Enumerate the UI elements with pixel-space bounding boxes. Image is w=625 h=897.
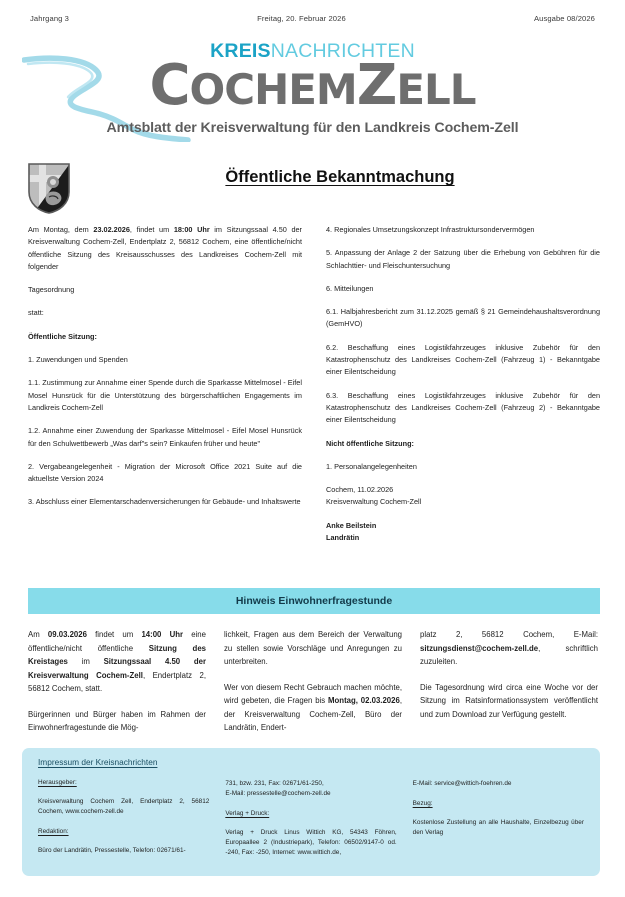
agenda-para-statt: statt: [28, 308, 44, 318]
impressum-verlag-email: E-Mail: service@wittich-foehren.de [412, 780, 512, 787]
notice-para-n3: lichkeit, Fragen aus dem Bereich der Verwaltung zu stellen sowie Vorschläge und Anregungen zu unterbreiten. [224, 630, 402, 666]
agenda-para-np-item-1: 1. Personalangelegenheiten [326, 461, 417, 471]
agenda-column-right [326, 224, 600, 555]
impressum-columns [38, 779, 584, 869]
agenda-para-item-1-1: 1.1. Zustimmung zur Annahme einer Spende durch die Sparkasse Mittelmosel - Eifel Mosel Hunsrück für die Unterstützung des bürgerschaftlichen Engagements im Landkreis Cochem-Zell [28, 378, 302, 412]
masthead [0, 32, 625, 147]
agenda-para-agenda-word: Tagesordnung [28, 285, 75, 295]
kreis-text: KREIS [210, 40, 271, 62]
resident-question-time-notice [28, 588, 600, 735]
notice-para-n4: Wer von diesem Recht Gebrauch machen möchte, wird gebeten, die Fragen bis Montag, 02.03.2026, der Kreisverwaltung Cochem-Zell, Büro der Landrätin, Endert- [224, 682, 402, 732]
impressum-bezug-text: Kostenlose Zustellung an alle Haushalte, Einzelbezug über den Verlag [412, 819, 584, 836]
agenda-para-item-5: 5. Anpassung der Anlage 2 der Satzung über die Erhebung von Gebühren für die Schlachttier- und Fleischuntersuchung [326, 248, 600, 270]
wordmark-c: C [149, 53, 190, 118]
notice-para-n1: Am 09.03.2026 findet um 14:00 Uhr eine öffentliche/nicht öffentliche Sitzung des Kreistages im Sitzungssaal 4.50 der Kreisverwaltung Cochem-Zell, Endertplatz 2, 56812 Cochem, statt. [28, 630, 206, 693]
impressum-redaktion-text: Büro der Landrätin, Pressestelle, Telefon: 02671/61- [38, 847, 186, 854]
agenda-para-item-2: 2. Vergabeangelegenheit - Migration der Microsoft Office 2021 Suite auf die aktuellste Version 2024 [28, 461, 302, 484]
impressum-bezug-label: Bezug: [412, 800, 433, 807]
agenda-columns [28, 224, 600, 555]
impressum-redaktion-label: Redaktion: [38, 828, 69, 835]
impressum-column-3 [413, 779, 584, 869]
agenda-para-item-6: 6. Mitteilungen [326, 283, 374, 293]
impressum-box [22, 748, 600, 876]
masthead-subtitle: Amtsblatt der Kreisverwaltung für den Landkreis Cochem-Zell [106, 120, 519, 136]
agenda-para-item-1: 1. Zuwendungen und Spenden [28, 355, 128, 365]
agenda-para-item-4: 4. Regionales Umsetzungskonzept Infrastruktursondervermögen [326, 225, 535, 234]
impressum-column-1 [38, 779, 209, 869]
notice-column-3 [420, 628, 598, 735]
wordmark-ell: ELL [396, 65, 476, 114]
notice-column-1 [28, 628, 206, 735]
agenda-para-item-6-1: 6.1. Halbjahresbericht zum 31.12.2025 gemäß § 21 Gemeindehaushaltsverordnung (GemHVO) [326, 307, 600, 329]
notice-para-n6: Die Tagesordnung wird circa eine Woche vor der Sitzung im Ratsinformationssystem veröffentlicht und zum Download zur Verfügung gestellt. [420, 682, 598, 719]
impressum-verlag-text: Verlag + Druck Linus Wittich KG, 54343 Föhren, Europaallee 2 (Industriepark), Telefon: 06502/9147-0 od. -240, Fax: -250, Internet: www.wittich.de, [225, 829, 397, 856]
agenda-para-public-session-heading: Öffentliche Sitzung: [28, 331, 97, 341]
notice-column-2 [224, 628, 402, 735]
impressum-herausgeber-text: Kreisverwaltung Cochem Zell, Endertplatz 2, 56812 Cochem, www.cochem-zell.de [38, 798, 210, 815]
wordmark-z: Z [356, 53, 397, 118]
agenda-para-nonpublic-session-heading: Nicht öffentliche Sitzung: [326, 438, 414, 448]
page-meta-bar [30, 14, 595, 23]
impressum-herausgeber-label: Herausgeber: [38, 779, 77, 786]
agenda-para-item-1-2: 1.2. Annahme einer Zuwendung der Sparkasse Mittelmosel - Eifel Mosel Hunsrück für den Schulwettbewerb „Was darf"s sein? Einkaufen früher und heute" [28, 426, 302, 448]
notice-heading: Hinweis Einwohnerfragestunde [28, 588, 600, 614]
agenda-para-item-6-3: 6.3. Beschaffung eines Logistikfahrzeuges inklusive Zubehör für den Katastrophenschutz des Landkreises Cochem-Zell (Fahrzeug 2) - Bekanntgabe einer Eilentscheidung [326, 390, 600, 425]
notice-para-n2: Bürgerinnen und Bürger haben im Rahmen der Einwohnerfragestunde die Mög- [28, 709, 206, 732]
impressum-column-2 [225, 779, 396, 869]
agenda-para-item-6-2: 6.2. Beschaffung eines Logistikfahrzeuges inklusive Zubehör für den Katastrophenschutz des Landkreises Cochem-Zell (Fahrzeug 1) - Bekanntgabe einer Eilentscheidung [326, 342, 600, 377]
cochemzell-wordmark [0, 54, 625, 122]
nachrichten-text: NACHRICHTEN [270, 40, 415, 62]
agenda-para-item-3: 3. Abschluss einer Elementarschadenversicherungen für Gebäude- und Inhaltswerte [28, 497, 301, 507]
notice-para-n5: platz 2, 56812 Cochem, E-Mail: sitzungsdienst@cochem-zell.de, schriftlich zuzuleiten. [420, 630, 598, 666]
impressum-title: Impressum der Kreisnachrichten [38, 757, 158, 767]
issue-label: Ausgabe 08/2026 [533, 14, 595, 23]
impressum-verlag-label: Verlag + Druck: [225, 810, 270, 817]
agenda-column-left [28, 224, 302, 555]
volume-label: Jahrgang 3 [30, 14, 69, 23]
agenda-para-signature: Anke Beilstein Landrätin [326, 520, 377, 543]
agenda-para-intro: Am Montag, dem 23.02.2026, findet um 18:00 Uhr im Sitzungssaal 4.50 der Kreisverwaltung Cochem-Zell, Endertplatz 2, 56812 Cochem, eine öffentliche/nicht öffentliche Sitzung des Kreisausschusses des Landkreises Cochem-Zell mit folgender [28, 225, 302, 271]
publication-date: Freitag, 20. Februar 2026 [257, 14, 346, 23]
page-title: Öffentliche Bekanntmachung [225, 168, 455, 186]
wordmark-ochem: OCHEM [189, 65, 357, 114]
coat-of-arms-icon [27, 162, 71, 214]
notice-columns [28, 614, 600, 735]
agenda-para-place-date: Cochem, 11.02.2026 Kreisverwaltung Cochem-Zell [326, 485, 422, 507]
impressum-kontakt-text: 731, bzw. 231, Fax: 02671/61-250, E-Mail: pressestelle@cochem-zell.de [225, 780, 331, 797]
